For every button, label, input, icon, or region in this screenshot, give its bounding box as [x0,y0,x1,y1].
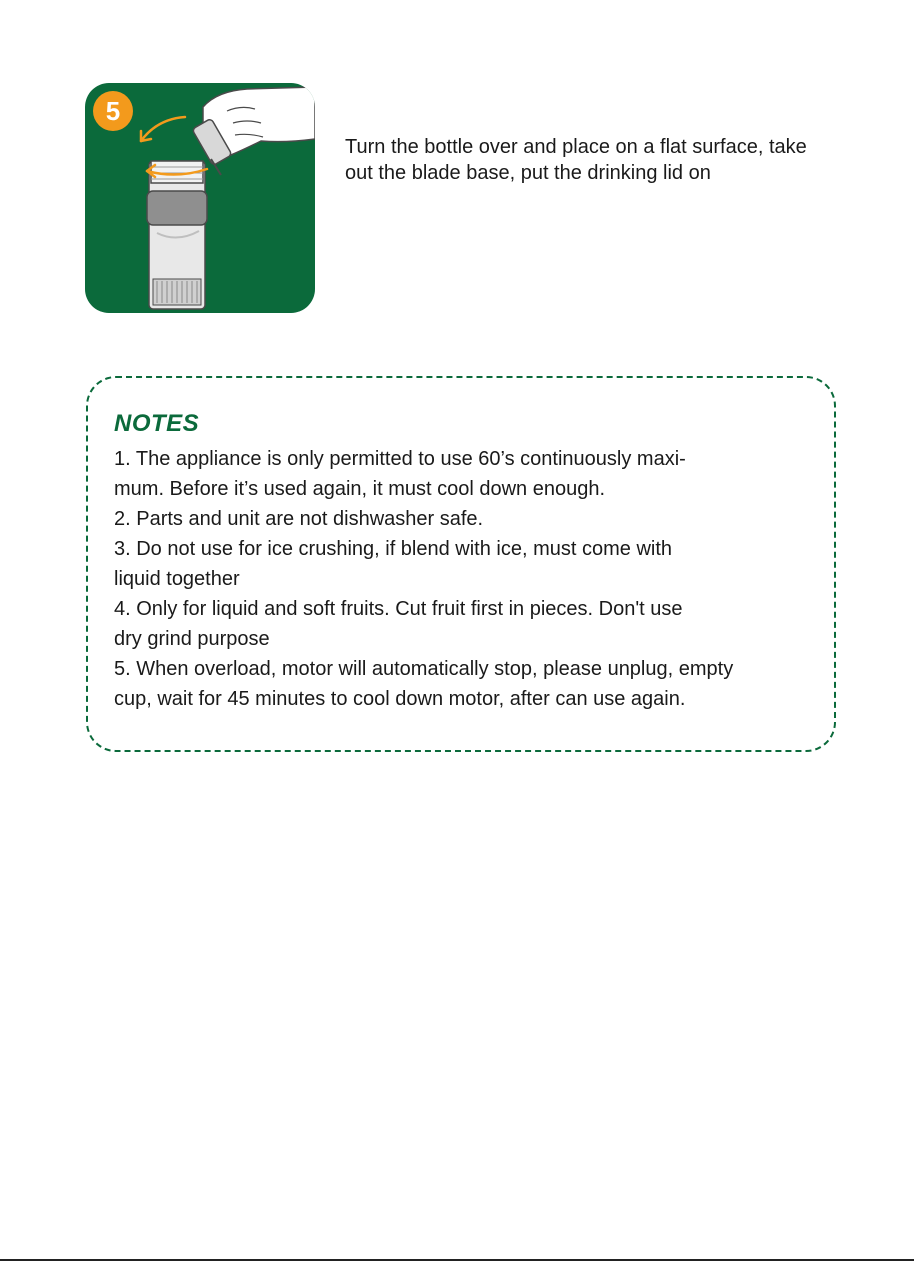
step-illustration-card [85,83,315,313]
hand-icon [192,87,315,175]
note-line: 3. Do not use for ice crushing, if blend with ice, must come with [114,538,673,560]
bottle-icon [147,161,207,309]
note-line: 1. The appliance is only permitted to use 60’s continuously maxi- [114,448,686,470]
note-line: cup, wait for 45 minutes to cool down motor, after can use again. [114,688,686,710]
note-line: liquid together [114,568,240,590]
step-number-badge: 5 [93,91,133,131]
note-line: 4. Only for liquid and soft fruits. Cut fruit first in pieces. Don't use [114,598,683,620]
note-line: dry grind purpose [114,628,270,650]
notes-box [86,376,836,752]
step-instruction-text: Turn the bottle over and place on a flat surface, take out the blade base, put the drinking lid on [345,136,807,184]
note-line: mum. Before it’s used again, it must cool down enough. [114,478,606,500]
notes-title: NOTES [114,410,200,437]
note-line: 2. Parts and unit are not dishwasher safe. [114,508,484,530]
note-line: 5. When overload, motor will automatically stop, please unplug, empty [114,658,734,680]
